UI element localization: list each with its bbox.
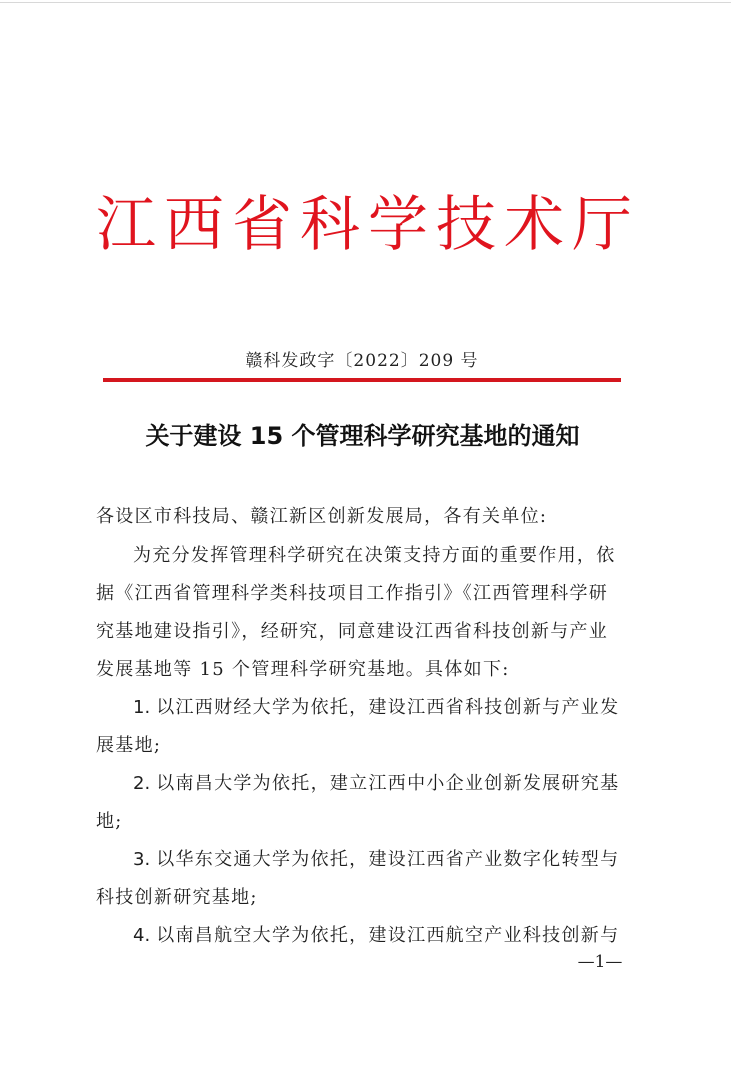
- list-item: [96, 921, 636, 951]
- document-title: 关于建设 15 个管理科学研究基地的通知: [145, 422, 580, 450]
- paragraph-line: 究基地建设指引》，经研究，同意建设江西省科技创新与产业: [96, 621, 609, 642]
- list-item-number: 4.: [133, 925, 151, 946]
- paragraph-line: 为充分发挥管理科学研究在决策支持方面的重要作用，依: [133, 545, 616, 566]
- list-item: [96, 693, 636, 723]
- list-item: [96, 769, 636, 799]
- list-item-text: 以华东交通大学为依托，建设江西省产业数字化转型与: [156, 849, 620, 870]
- list-item-number: 3.: [133, 849, 151, 870]
- paragraph-line: 据《江西省管理科学类科技项目工作指引》《江西管理科学研: [96, 583, 609, 604]
- list-item-number: 1.: [133, 697, 151, 718]
- page-number: —1—: [577, 952, 623, 972]
- list-item-text: 以南昌大学为依托，建立江西中小企业创新发展研究基: [156, 773, 620, 794]
- list-item-number: 2.: [133, 773, 151, 794]
- paragraph-line: 发展基地等 15 个管理科学研究基地。具体如下:: [96, 659, 510, 680]
- document-number: 赣科发政字〔2022〕209 号: [245, 351, 479, 371]
- organization-header: 江西省科学技术厅: [96, 190, 640, 260]
- salutation: 各设区市科技局、赣江新区创新发展局，各有关单位:: [96, 506, 548, 527]
- list-item: [96, 845, 636, 875]
- list-item-continuation: 展基地;: [96, 735, 162, 756]
- list-item-text: 以江西财经大学为依托，建设江西省科技创新与产业发: [156, 697, 620, 718]
- red-divider-line: [103, 378, 621, 382]
- list-item-continuation: 地;: [96, 811, 123, 832]
- list-item-text: 以南昌航空大学为依托，建设江西航空产业科技创新与: [156, 925, 620, 946]
- list-item-continuation: 科技创新研究基地;: [96, 887, 258, 908]
